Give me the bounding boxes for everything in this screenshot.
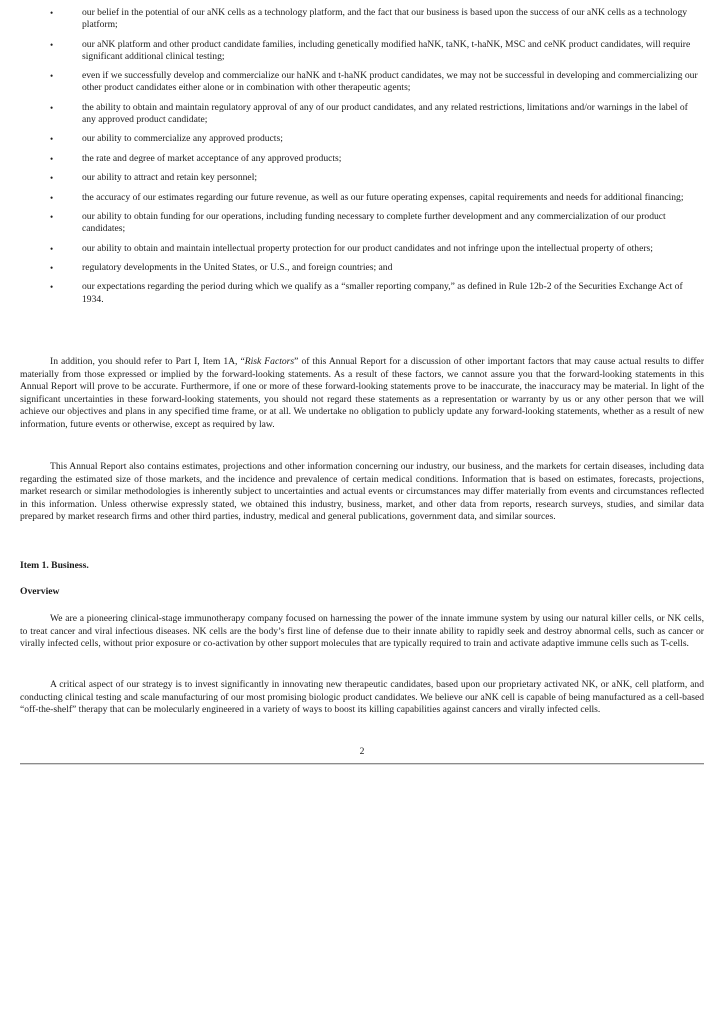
paragraph-text-start: In addition, you should refer to Part I, Item 1A, “ [50, 356, 245, 367]
bullet-text: the accuracy of our estimates regarding our future revenue, as well as our future operating expenses, capital requirements and needs for additional financing; [82, 191, 684, 203]
list-item [20, 39, 704, 63]
bullet-text: the rate and degree of market acceptance of any approved products; [82, 152, 342, 164]
bullet-icon: • [50, 262, 54, 273]
paragraph-text-end: ” of this Annual Report for a discussion of other important factors that may cause actual results to differ materially from those expressed or implied by the forward-looking statements. As a result of these factors, we cannot assure you that the forward-looking statements in this Annual Report will prove to be accurate. Furthermore, if one or more of these forward-looking statements prove to be inaccurate, the inaccuracy may be material. In light of the significant uncertainties in these forward-looking statements, you should not regard these statements as a representation or warranty by us or any other person that we will achieve our objectives and plans in any specified time frame, or at all. We undertake no obligation to publicly update any forward-looking statements, whether as a result of new information, future events or otherwise, except as required by law. [20, 356, 705, 430]
section-heading: Item 1. Business. [20, 560, 89, 571]
strategy-paragraph: A critical aspect of our strategy is to invest significantly in innovating new therapeutic candidates, based upon our proprietary activated NK, or aNK, cell platform, and conducting clinical testing and scale manufacturing of our most promising biologic product candidates. We believe our aNK cell is capable of being manufactured as a cell-based “off-the-shelf” therapy that can be molecularly engineered in a variety of ways to boost its killing capabilities against cancers and virally infected cells. [20, 679, 704, 716]
page-number: 2 [359, 746, 365, 757]
bullet-text: our belief in the potential of our aNK cells as a technology platform, and the fact that our business is based upon the success of our aNK cells as a technology platform; [82, 7, 688, 31]
bullet-text: our expectations regarding the period during which we qualify as a “smaller reporting company,” as defined in Rule 12b-2 of the Securities Exchange Act of 1934. [82, 281, 683, 305]
forward-looking-bullet-list [20, 7, 704, 306]
bullet-text: even if we successfully develop and commercialize our haNK and t-haNK product candidates, we may not be successful in developing and commercializing our other product candidates either alone or in combination with other therapeutic agents; [82, 70, 698, 94]
bullet-icon: • [50, 102, 54, 113]
list-item [20, 172, 704, 184]
bullet-icon: • [50, 192, 54, 203]
list-item [20, 211, 704, 235]
risk-factors-link-text: Risk Factors [244, 356, 295, 367]
bullet-icon: • [50, 39, 54, 50]
list-item [20, 7, 704, 31]
risk-factors-paragraph [20, 356, 704, 432]
list-item [20, 133, 704, 145]
list-item [20, 281, 704, 305]
list-item [20, 192, 704, 204]
bullet-icon: • [50, 211, 54, 222]
bullet-icon: • [50, 173, 54, 184]
market-data-paragraph: This Annual Report also contains estimates, projections and other information concerning our industry, our business, and the markets for certain diseases, including data regarding the estimated size of those markets, and the incidence and prevalence of certain medical conditions. Information that is based on estimates, forecasts, projections, market research or similar methodologies is inherently subject to uncertainties and actual events or circumstances may differ materially from events and circumstances reflected in this information. Unless otherwise expressly stated, we obtained this industry, business, market, and other data from reports, research surveys, studies, and similar data prepared by market research firms and other third parties, industry, medical and general publications, government data, and similar sources. [20, 461, 704, 523]
bullet-text: our ability to commercialize any approved products; [82, 133, 283, 145]
document-page [20, 0, 705, 757]
overview-paragraph: We are a pioneering clinical-stage immunotherapy company focused on harnessing the power of the innate immune system by using our natural killer cells, or NK cells, to treat cancer and viral infectious diseases. NK cells are the body’s first line of defense due to their innate ability to rapidly seek and destroy abnormal cells, such as cancer or virally infected cells, without prior exposure or co-activation by other support molecules that are typically required to train and activate adaptive immune cells such as T-cells. [20, 613, 704, 650]
bullet-icon: • [50, 243, 54, 254]
list-item [20, 70, 704, 94]
list-item [20, 102, 704, 126]
bullet-icon: • [50, 282, 54, 293]
bullet-icon: • [50, 153, 54, 164]
bullet-text: our ability to obtain funding for our operations, including funding necessary to complete further development and any commercialization of our product candidates; [82, 210, 666, 235]
bullet-text: regulatory developments in the United States, or U.S., and foreign countries; and [82, 261, 393, 273]
list-item [20, 153, 704, 165]
subsection-heading: Overview [20, 586, 60, 597]
list-item [20, 262, 704, 274]
bullet-icon: • [50, 71, 54, 82]
page-divider [20, 763, 704, 765]
bullet-text: the ability to obtain and maintain regulatory approval of any of our product candidates, and any related restrictions, limitations and/or warnings in the label of any approved product candidate; [82, 101, 688, 125]
list-item [20, 243, 704, 255]
bullet-icon: • [50, 134, 54, 145]
bullet-text: our ability to attract and retain key personnel; [82, 172, 258, 184]
bullet-text: our aNK platform and other product candidate families, including genetically modified haNK, taNK, t-haNK, MSC and ceNK product candidates, will require significant additional clinical testing; [82, 38, 691, 62]
bullet-icon: • [50, 8, 54, 18]
bullet-text: our ability to obtain and maintain intellectual property protection for our product candidates and not infringe upon the intellectual property of others; [82, 242, 653, 254]
